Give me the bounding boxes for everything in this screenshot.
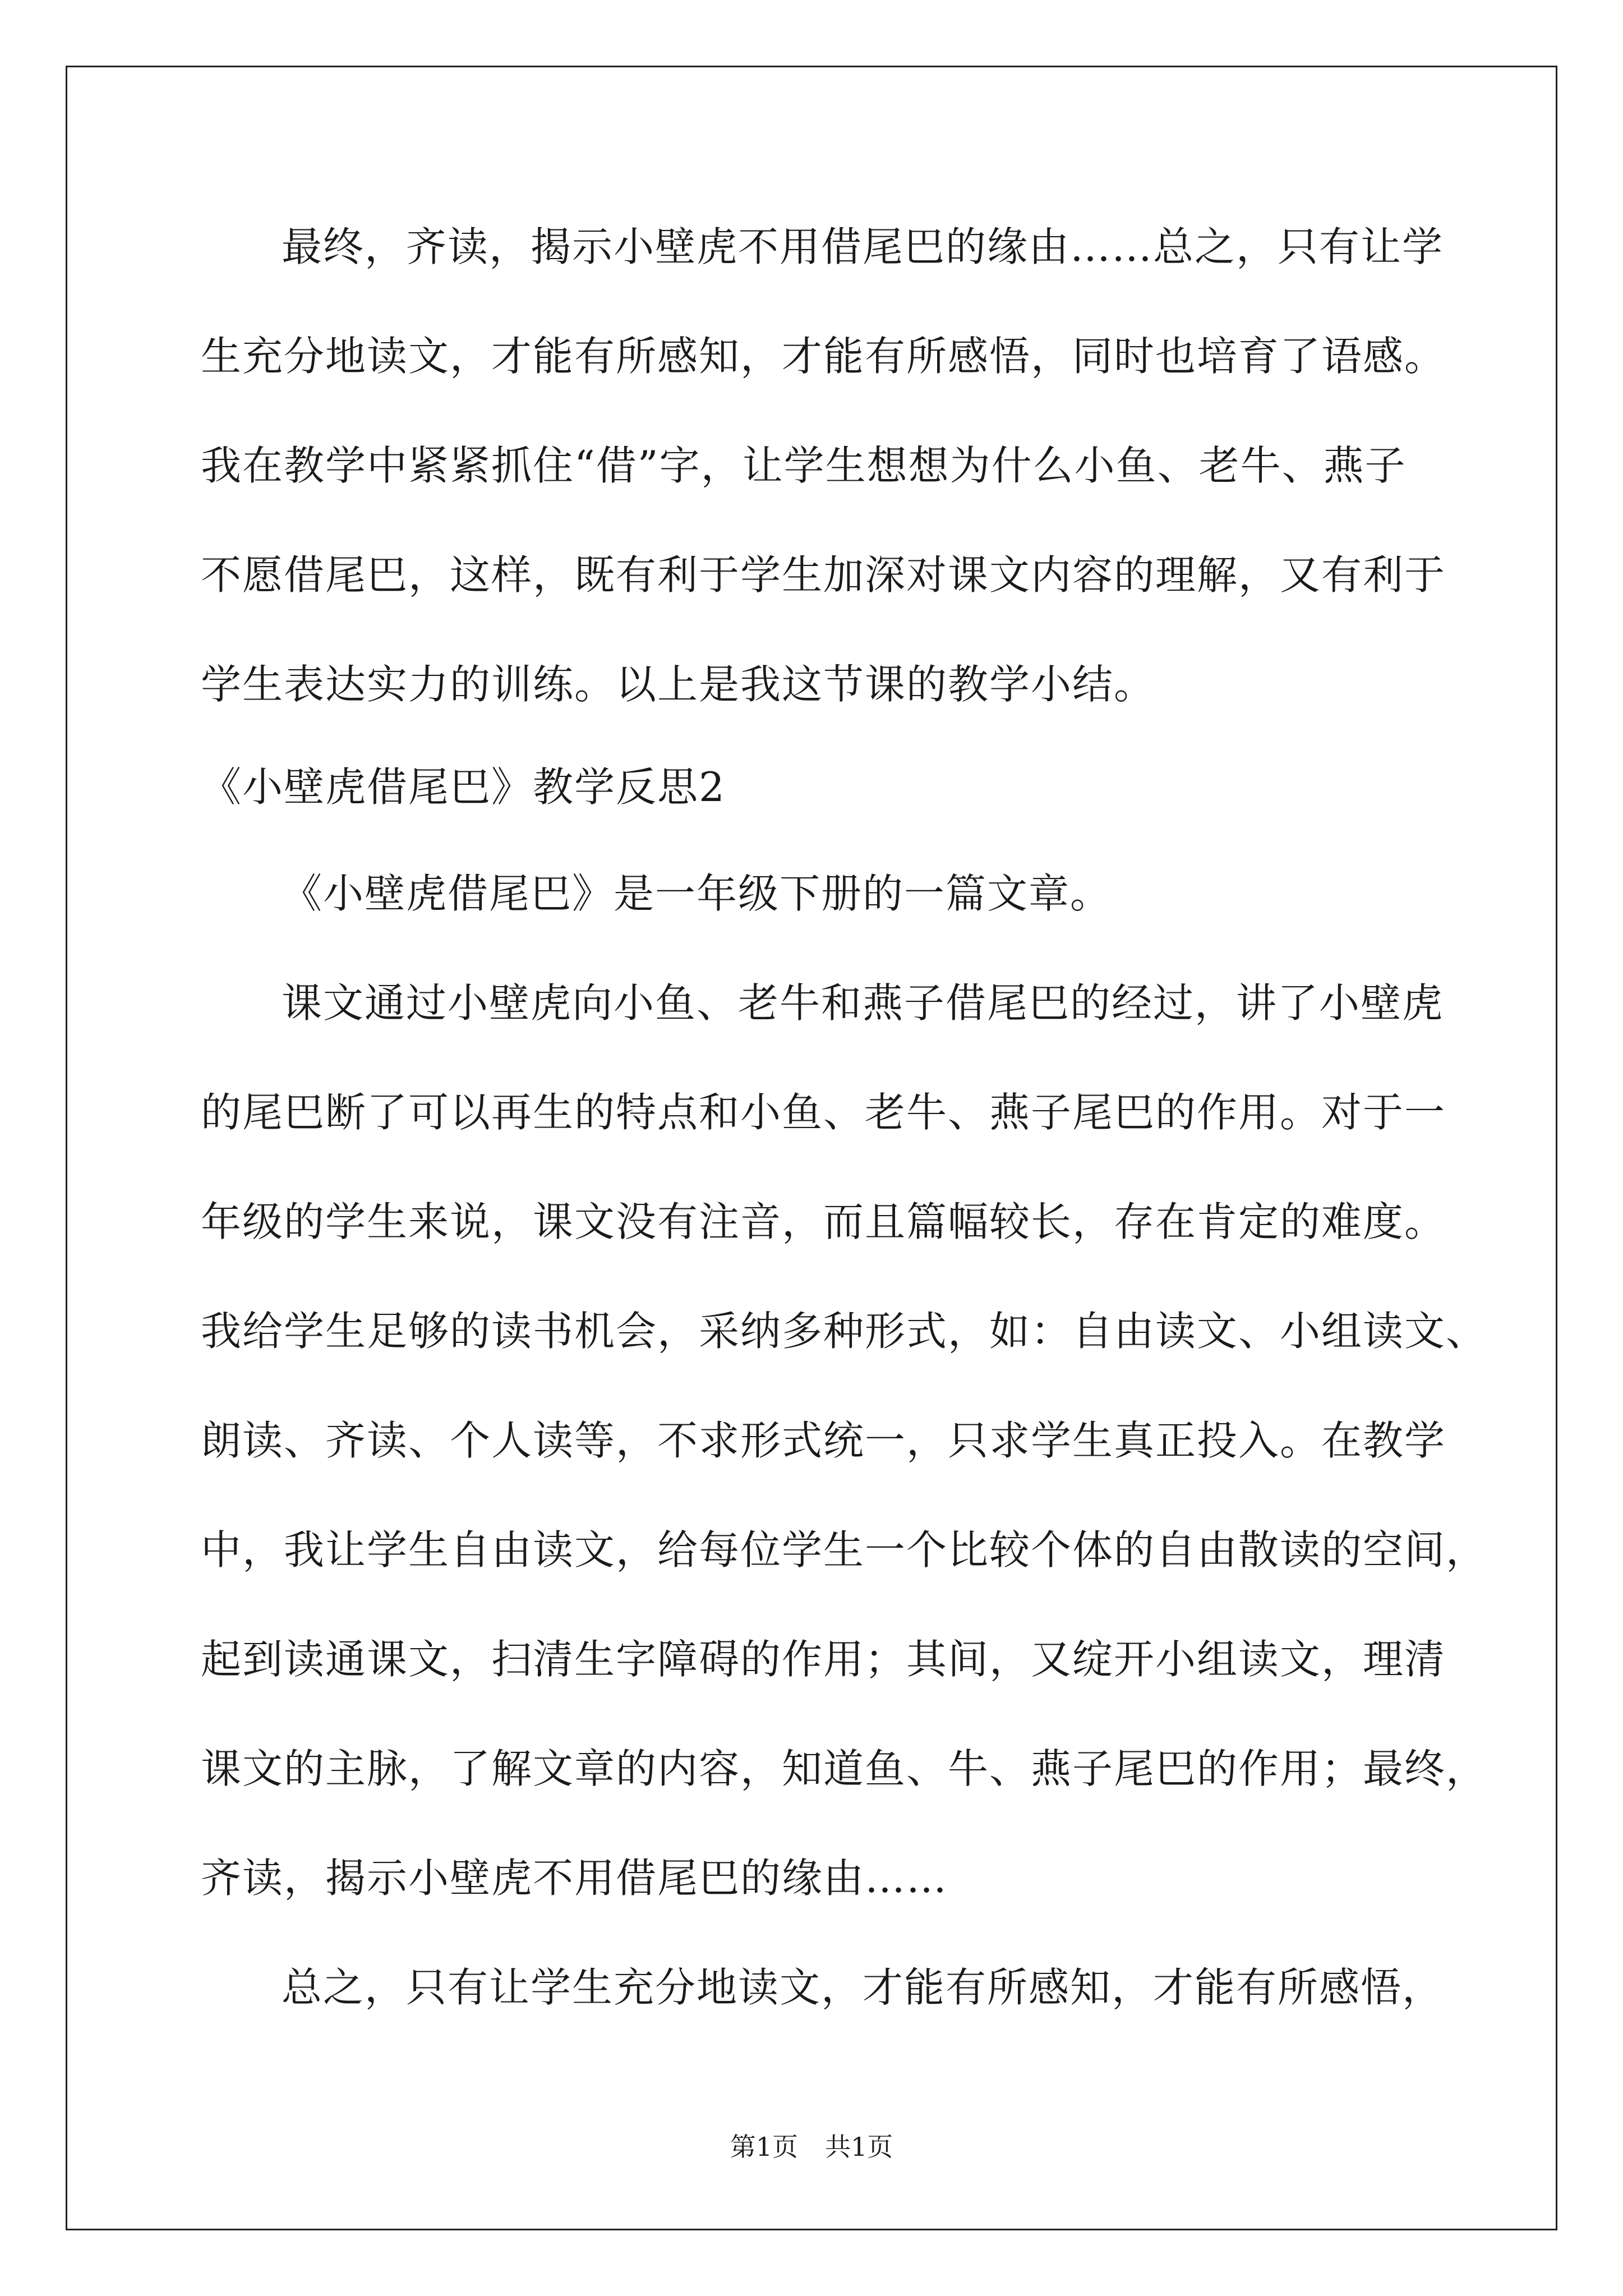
page-number-total: 共1页 [825, 2132, 893, 2162]
paragraph-line: 齐读，揭示小壁虎不用借尾巴的缘由…… [201, 1855, 948, 1902]
paragraph-line: 生充分地读文，才能有所感知，才能有所感悟，同时也培育了语感。 [201, 333, 1446, 380]
paragraph-line: 起到读通课文，扫清生字障碍的作用；其间，又绽开小组读文，理清 [201, 1636, 1446, 1683]
section-heading: 《小壁虎借尾巴》教学反思2 [201, 763, 726, 811]
paragraph-line: 课文的主脉，了解文章的内容，知道鱼、牛、燕子尾巴的作用；最终， [201, 1745, 1488, 1792]
paragraph-line: 我在教学中紧紧抓住“借”字，让学生想想为什么小鱼、老牛、燕子 [201, 442, 1407, 489]
paragraph-line: 朗读、齐读、个人读等，不求形式统一，只求学生真正投入。在教学 [201, 1417, 1446, 1464]
paragraph-line: 中，我让学生自由读文，给每位学生一个比较个体的自由散读的空间， [201, 1526, 1488, 1573]
paragraph-line: 最终，齐读，揭示小壁虎不用借尾巴的缘由……总之，只有让学 [282, 223, 1444, 270]
paragraph-line: 课文通过小壁虎向小鱼、老牛和燕子借尾巴的经过，讲了小壁虎 [282, 979, 1444, 1027]
paragraph-line: 《小壁虎借尾巴》是一年级下册的一篇文章。 [282, 870, 1112, 917]
paragraph-line: 我给学生足够的读书机会，采纳多种形式，如：自由读文、小组读文、 [201, 1308, 1488, 1355]
paragraph-line: 学生表达实力的训练。以上是我这节课的教学小结。 [201, 661, 1156, 708]
page-footer [0, 2130, 1623, 2164]
paragraph-line: 年级的学生来说，课文没有注音，而且篇幅较长，存在肯定的难度。 [201, 1198, 1446, 1245]
page-number-current: 第1页 [730, 2132, 798, 2162]
page-border [66, 66, 1557, 2230]
paragraph-line: 的尾巴断了可以再生的特点和小鱼、老牛、燕子尾巴的作用。对于一 [201, 1089, 1446, 1136]
paragraph-line: 不愿借尾巴，这样，既有利于学生加深对课文内容的理解，又有利于 [201, 551, 1446, 599]
paragraph-line: 总之，只有让学生充分地读文，才能有所感知，才能有所感悟， [282, 1964, 1444, 2011]
